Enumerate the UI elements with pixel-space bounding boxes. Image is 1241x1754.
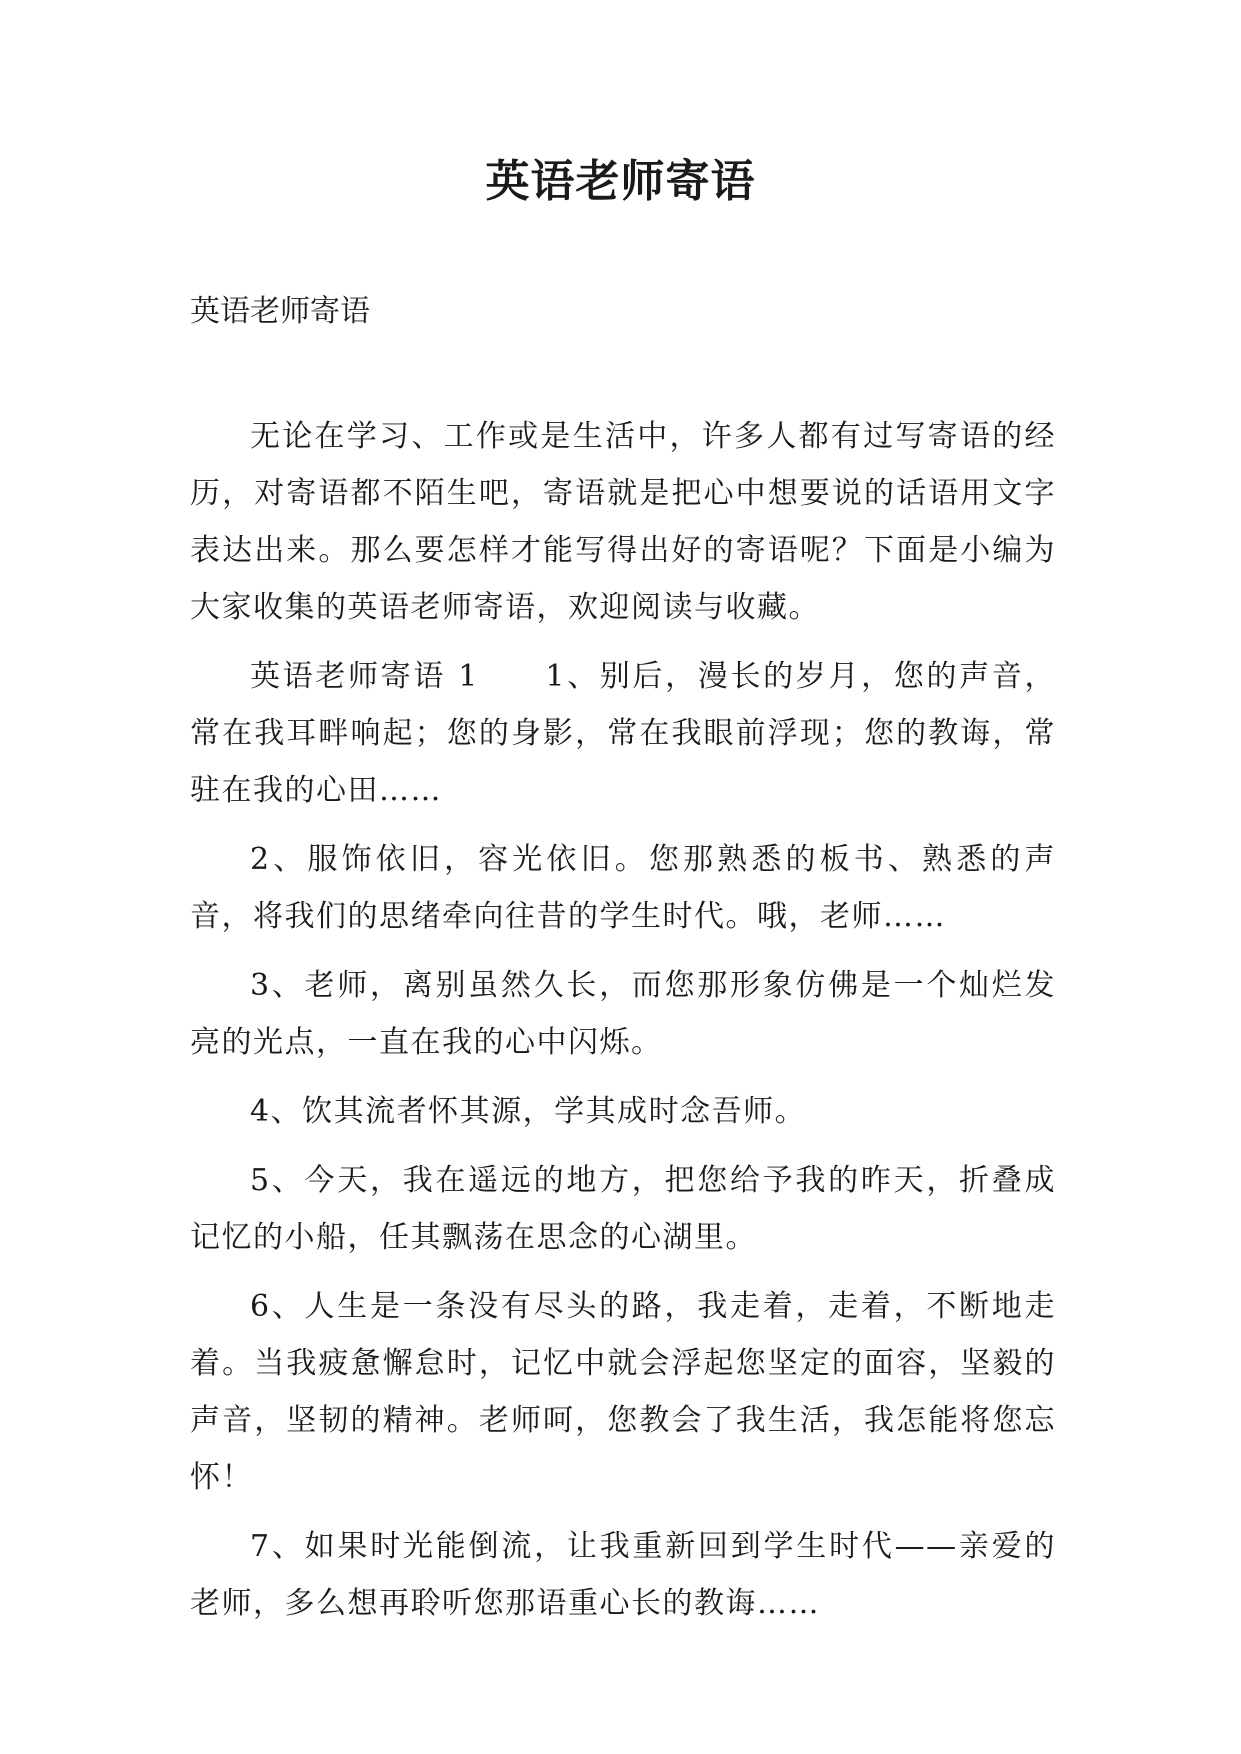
paragraph-item-1: 英语老师寄语 1 1、别后，漫长的岁月，您的声音，常在我耳畔响起；您的身影，常在我眼前浮现；您的教诲，常驻在我的心田……	[190, 659, 1056, 808]
paragraph-item-4: 4、饮其流者怀其源，学其成时念吾师。	[250, 1094, 807, 1129]
document-body	[190, 408, 1056, 1644]
paragraph-item-7: 7、如果时光能倒流，让我重新回到学生时代——亲爱的老师，多么想再聆听您那语重心长的教诲……	[190, 1529, 1056, 1621]
document-title: 英语老师寄语	[485, 156, 756, 207]
paragraph-item-2: 2、服饰依旧，容光依旧。您那熟悉的板书、熟悉的声音，将我们的思绪牵向往昔的学生时代。哦，老师……	[190, 842, 1056, 934]
paragraph-intro: 无论在学习、工作或是生活中，许多人都有过写寄语的经历，对寄语都不陌生吧，寄语就是把心中想要说的话语用文字表达出来。那么要怎样才能写得出好的寄语呢？下面是小编为大家收集的英语老师寄语，欢迎阅读与收藏。	[190, 419, 1056, 625]
paragraph-item-6: 6、人生是一条没有尽头的路，我走着，走着，不断地走着。当我疲惫懈怠时，记忆中就会浮起您坚定的面容，坚毅的声音，坚韧的精神。老师呵，您教会了我生活，我怎能将您忘怀！	[190, 1289, 1056, 1495]
paragraph-item-5: 5、今天，我在遥远的地方，把您给予我的昨天，折叠成记忆的小船，任其飘荡在思念的心湖里。	[190, 1163, 1056, 1255]
document-subtitle: 英语老师寄语	[190, 294, 370, 329]
paragraph-item-3: 3、老师，离别虽然久长，而您那形象仿佛是一个灿烂发亮的光点，一直在我的心中闪烁。	[190, 968, 1056, 1060]
